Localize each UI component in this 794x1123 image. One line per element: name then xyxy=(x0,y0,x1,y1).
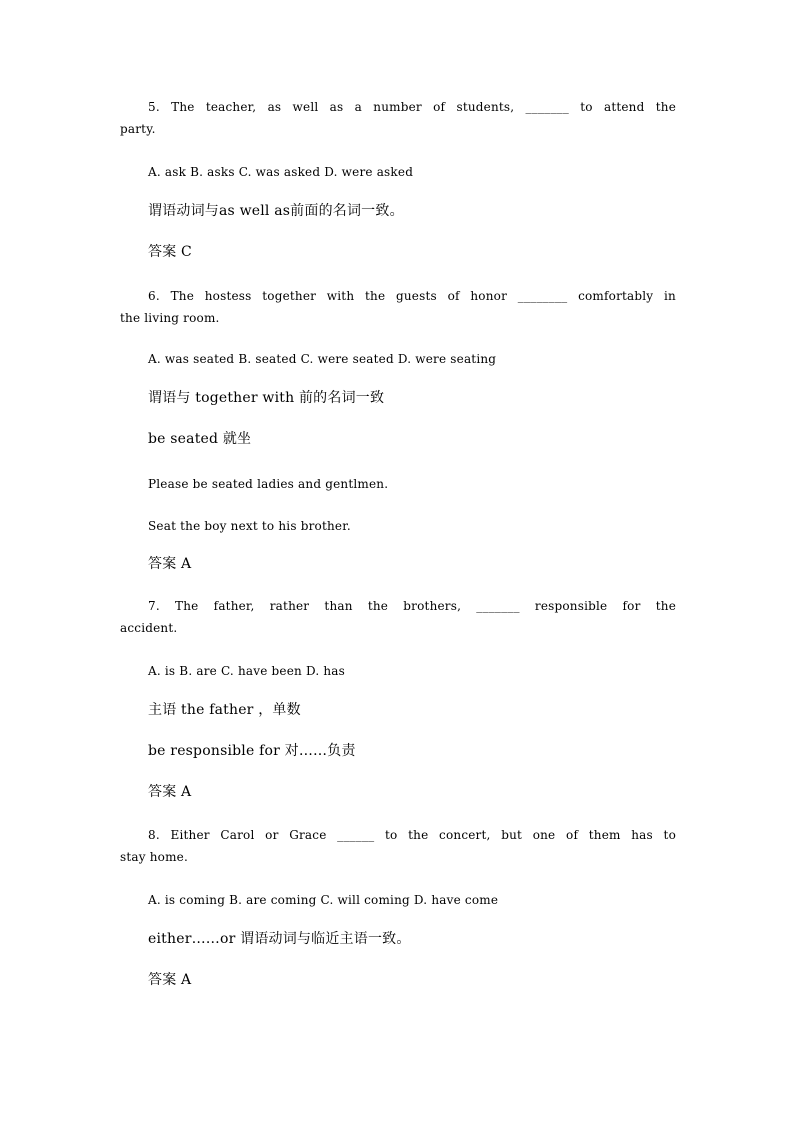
question-6-answer: 答案 A xyxy=(148,556,192,572)
question-stem-line: stay home. xyxy=(120,850,188,864)
question-7-options: A. is B. are C. have been D. has xyxy=(148,664,346,678)
question-8-stem xyxy=(120,824,676,868)
question-7-note: be responsible for 对……负责 xyxy=(148,743,356,759)
question-stem-line: 7. The father, rather than the brothers, _______ responsible for the xyxy=(148,599,676,613)
question-stem-line: 6. The hostess together with the guests of honor ________ comfortably in xyxy=(148,289,676,303)
question-stem-line: accident. xyxy=(120,621,178,635)
question-stem-line: party. xyxy=(120,122,156,136)
question-6-note: 谓语与 together with 前的名词一致 xyxy=(148,390,385,406)
question-stem-line: the living room. xyxy=(120,311,220,325)
question-stem-line: 8. Either Carol or Grace ______ to the concert, but one of them has to xyxy=(148,828,676,842)
question-6-options: A. was seated B. seated C. were seated D. were seating xyxy=(148,352,497,366)
question-stem-line: 5. The teacher, as well as a number of students, _______ to attend the xyxy=(148,100,676,114)
question-5-note: 谓语动词与as well as前面的名词一致。 xyxy=(148,203,404,219)
question-7-note: 主语 the father ，单数 xyxy=(148,702,301,718)
question-8-note: either……or 谓语动词与临近主语一致。 xyxy=(148,931,411,947)
question-7-stem xyxy=(120,595,676,639)
question-7-answer: 答案 A xyxy=(148,784,192,800)
question-8-options: A. is coming B. are coming C. will coming D. have come xyxy=(148,893,499,907)
question-6-note: Please be seated ladies and gentlmen. xyxy=(148,477,389,491)
question-8-answer: 答案 A xyxy=(148,972,192,988)
question-5-stem xyxy=(120,96,676,140)
question-6-stem xyxy=(120,285,676,329)
question-6-note: Seat the boy next to his brother. xyxy=(148,519,351,533)
question-6-note: be seated 就坐 xyxy=(148,431,252,447)
question-5-options: A. ask B. asks C. was asked D. were asked xyxy=(148,165,414,179)
question-5-answer: 答案 C xyxy=(148,244,192,260)
